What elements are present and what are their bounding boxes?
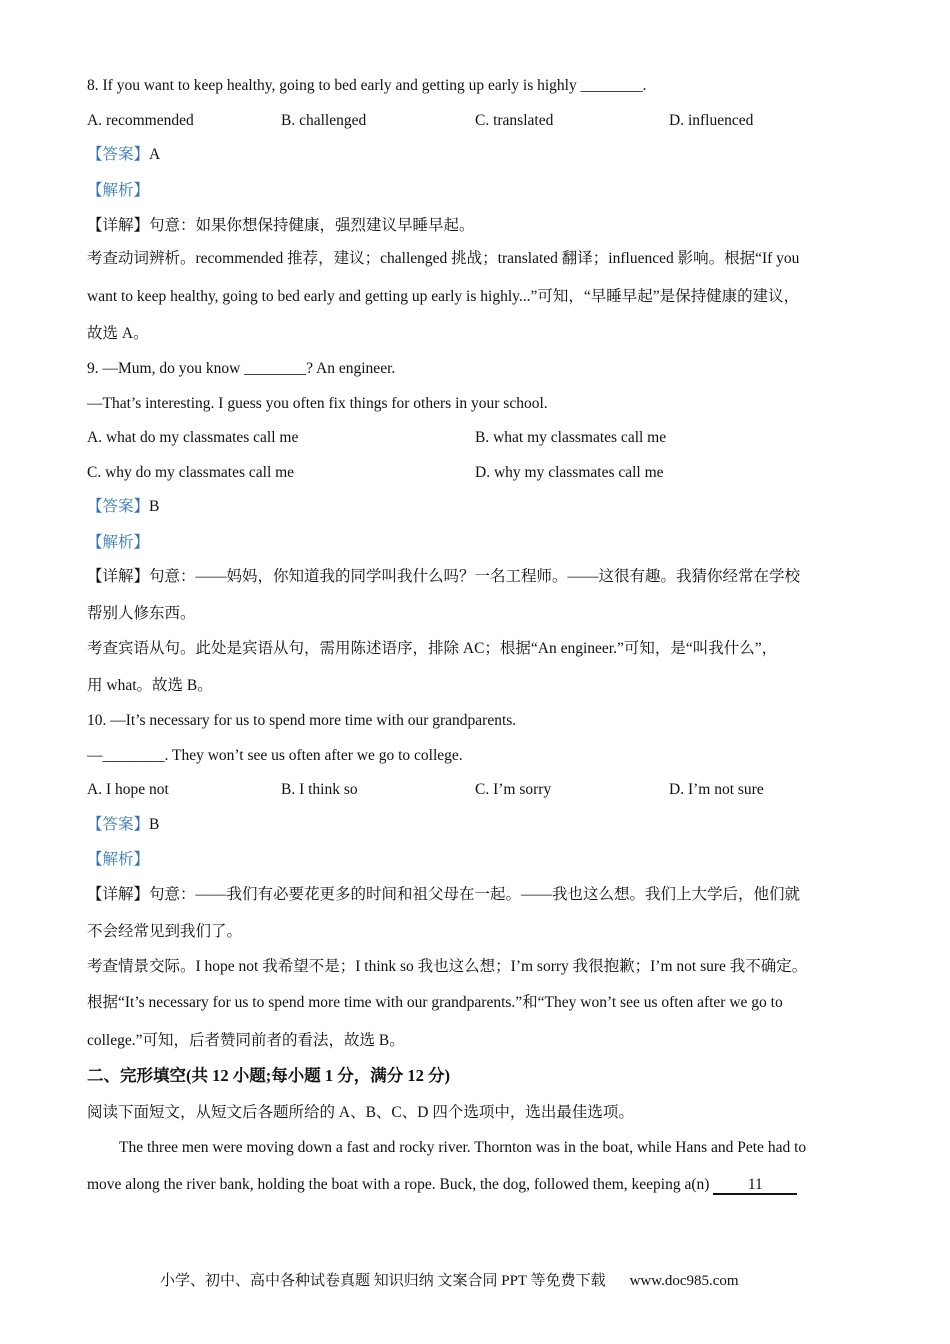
q9-detail-line: 帮别人修东西。	[87, 605, 196, 622]
q8-analysis-tag: 【解析】	[87, 182, 150, 199]
q8-option-a: A. recommended	[87, 112, 194, 129]
q9-option-c: C. why do my classmates call me	[87, 464, 295, 481]
q10-detail-line: 根据“It’s necessary for us to spend more time with our grandparents.”和“They won’t see us often after we go to	[87, 994, 783, 1011]
q10-detail-line: 不会经常见到我们了。	[87, 923, 243, 940]
page-footer	[160, 1269, 739, 1290]
q8-stem: 8. If you want to keep healthy, going to bed early and getting up early is highly ________.	[87, 77, 647, 94]
section-heading: 二、完形填空(共 12 小题;每小题 1 分，满分 12 分)	[87, 1066, 450, 1085]
q8-detail-line: 【详解】句意：如果你想保持健康，强烈建议早睡早起。	[87, 217, 475, 234]
answer-value: B	[149, 816, 160, 833]
q9-analysis-tag: 【解析】	[87, 534, 150, 551]
q10-answer	[87, 815, 159, 835]
passage-line	[87, 1175, 797, 1195]
q8-option-c: C. translated	[475, 112, 554, 129]
q9-option-d: D. why my classmates call me	[475, 464, 664, 481]
answer-value: B	[149, 498, 160, 515]
q10-option-a: A. I hope not	[87, 781, 169, 798]
q10-detail-line: 【详解】句意：——我们有必要花更多的时间和祖父母在一起。——我也这么想。我们上大学后，他们就	[87, 886, 801, 903]
footer-text: 小学、初中、高中各种试卷真题 知识归纳 文案合同 PPT 等免费下载	[160, 1273, 606, 1289]
passage-text: move along the river bank, holding the boat with a rope. Buck, the dog, followed them, keeping a(n)	[87, 1176, 710, 1193]
footer-url[interactable]: www.doc985.com	[629, 1273, 739, 1289]
blank-11: 11	[713, 1177, 797, 1195]
answer-tag: 【答案】	[87, 146, 150, 163]
q8-option-b: B. challenged	[281, 112, 367, 129]
q10-option-c: C. I’m sorry	[475, 781, 552, 798]
answer-tag: 【答案】	[87, 498, 150, 515]
q9-stem: 9. —Mum, do you know ________? An engineer.	[87, 360, 396, 377]
answer-value: A	[149, 146, 161, 163]
q8-detail-line: 考查动词辨析。recommended 推荐，建议；challenged 挑战；translated 翻译；influenced 影响。根据“If you	[87, 250, 800, 267]
q8-detail-line: want to keep healthy, going to bed early and getting up early is highly...”可知，“早睡早起”是保持健康的建议，	[87, 288, 800, 305]
q9-answer	[87, 497, 159, 517]
section-instruction: 阅读下面短文，从短文后各题所给的 A、B、C、D 四个选项中，选出最佳选项。	[87, 1104, 634, 1121]
q8-option-d: D. influenced	[669, 112, 754, 129]
q9-option-a: A. what do my classmates call me	[87, 429, 299, 446]
answer-tag: 【答案】	[87, 816, 150, 833]
q10-stem: 10. —It’s necessary for us to spend more time with our grandparents.	[87, 712, 517, 729]
q10-analysis-tag: 【解析】	[87, 851, 150, 868]
q10-stem-reply: —________. They won’t see us often after we go to college.	[87, 747, 463, 764]
q9-option-b: B. what my classmates call me	[475, 429, 667, 446]
passage-line: The three men were moving down a fast and rocky river. Thornton was in the boat, while Hans and Pete had to	[119, 1139, 807, 1156]
q9-detail-line: 考查宾语从句。此处是宾语从句，需用陈述语序，排除 AC；根据“An engineer.”可知，是“叫我什么”，	[87, 640, 778, 657]
q10-option-d: D. I’m not sure	[669, 781, 764, 798]
q8-detail-line: 故选 A。	[87, 325, 149, 342]
q10-detail-line: 考查情景交际。I hope not 我希望不是；I think so 我也这么想；I’m sorry 我很抱歉；I’m not sure 我不确定。	[87, 958, 808, 975]
q10-detail-line: college.”可知，后者赞同前者的看法，故选 B。	[87, 1032, 405, 1049]
q9-stem-reply: —That’s interesting. I guess you often fix things for others in your school.	[87, 395, 548, 412]
q9-detail-line: 用 what。故选 B。	[87, 677, 213, 694]
q9-detail-line: 【详解】句意：——妈妈，你知道我的同学叫我什么吗？一名工程师。——这很有趣。我猜你经常在学校	[87, 568, 801, 585]
q8-answer	[87, 145, 160, 165]
q10-option-b: B. I think so	[281, 781, 358, 798]
